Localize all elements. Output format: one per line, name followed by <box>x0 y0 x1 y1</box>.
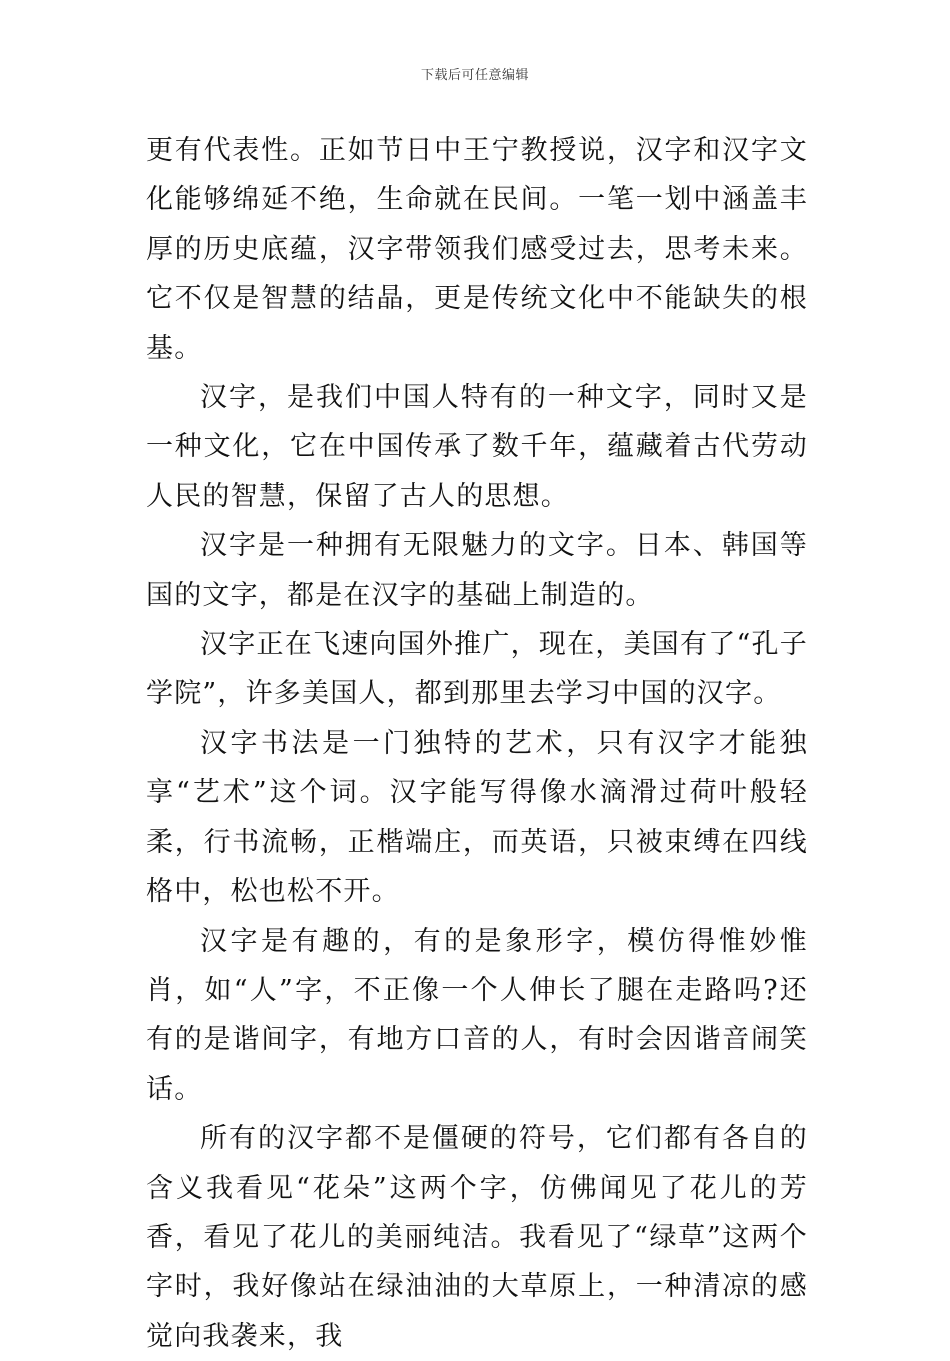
paragraph: 汉字正在飞速向国外推广，现在，美国有了“孔子学院”，许多美国人，都到那里去学习中国的汉字。 <box>146 629 808 710</box>
document-body <box>146 126 808 1361</box>
paragraph: 汉字是有趣的，有的是象形字，模仿得惟妙惟肖，如“人”字，不正像一个人伸长了腿在走路吗?还有的是谐间字，有地方口音的人，有时会因谐音闹笑话。 <box>146 925 808 1105</box>
page-header: 下载后可任意编辑 <box>420 68 529 83</box>
paragraph: 汉字，是我们中国人特有的一种文字，同时又是一种文化，它在中国传承了数千年，蕴藏着古代劳动人民的智慧，保留了古人的思想。 <box>146 382 808 512</box>
paragraph: 汉字书法是一门独特的艺术，只有汉字才能独享“艺术”这个词。汉字能写得像水滴滑过荷叶般轻柔，行书流畅，正楷端庄，而英语，只被束缚在四线格中，松也松不开。 <box>146 727 808 908</box>
paragraph: 更有代表性。正如节日中王宁教授说，汉字和汉字文化能够绵延不绝，生命就在民间。一笔一划中涵盖丰厚的历史底蕴，汉字带领我们感受过去，思考未来。它不仅是智慧的结晶，更是传统文化中不能缺失的根基。 <box>146 135 808 364</box>
paragraph: 所有的汉字都不是僵硬的符号，它们都有各自的含义我看见“花朵”这两个字，仿佛闻见了花儿的芳香，看见了花儿的美丽纯洁。我看见了“绿草”这两个字时，我好像站在绿油油的大草原上，一种清凉的感觉向我袭来，我 <box>146 1123 808 1352</box>
paragraph: 汉字是一种拥有无限魅力的文字。日本、韩国等国的文字，都是在汉字的基础上制造的。 <box>146 530 808 611</box>
